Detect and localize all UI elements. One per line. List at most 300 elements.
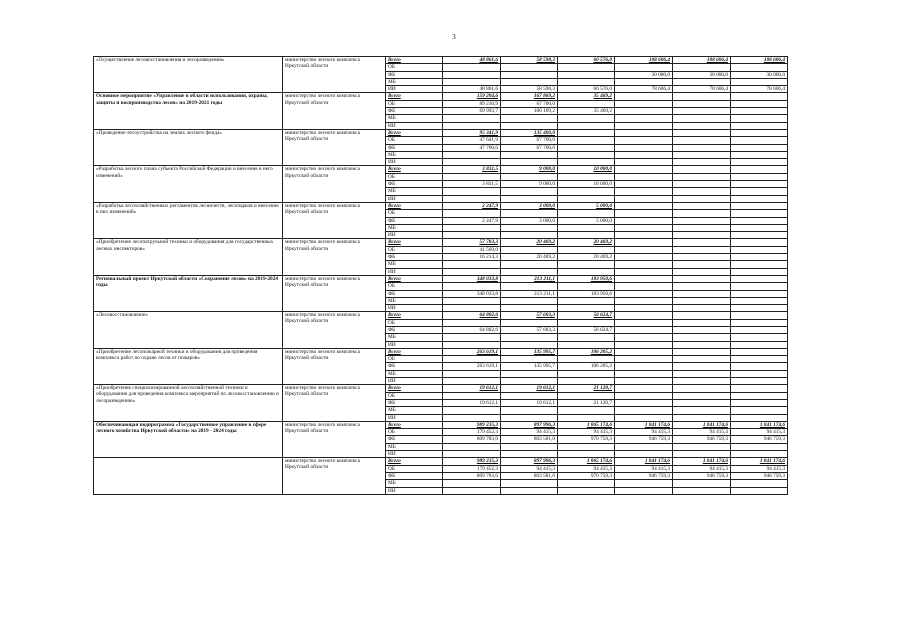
amount-cell: 106 205,2 [558,348,615,355]
amount-cell: 94 415,3 [731,429,788,436]
amount-cell: 989 235,3 [443,421,501,428]
amount-cell [443,210,501,217]
responsible-executor: министерство лесного комплекса Иркутской области [283,275,386,311]
amount-cell [558,115,615,122]
amount-cell [731,64,788,71]
amount-cell [731,297,788,304]
amount-cell [615,356,673,363]
funding-source: ОБ [386,465,443,472]
amount-cell [558,188,615,195]
amount-cell: 56 624,7 [558,312,615,319]
amount-cell [501,319,558,326]
amount-cell [558,129,615,136]
amount-cell [673,480,731,487]
funding-source: Всего [386,312,443,319]
amount-cell [731,129,788,136]
table-row [94,129,788,136]
amount-cell: 5 000,0 [558,217,615,224]
amount-cell: 64 802,6 [443,326,501,333]
amount-cell: 1 041 174,6 [615,458,673,465]
amount-cell: 94 415,3 [731,465,788,472]
measure-name: «Разработка лесохозяйственных регламентов лесничеств, лесопарков и внесение в них изменений» [94,202,283,238]
funding-source: Всего [386,202,443,209]
amount-cell: 30 000,0 [673,71,731,78]
amount-cell: 970 759,3 [558,436,615,443]
amount-cell: 970 759,3 [558,472,615,479]
amount-cell: 19 612,1 [501,399,558,406]
amount-cell [501,334,558,341]
responsible-executor: министерство лесного комплекса Иркутской области [283,239,386,275]
amount-cell: 946 759,3 [731,472,788,479]
amount-cell [673,297,731,304]
funding-source: ОБ [386,319,443,326]
amount-cell: 94 415,3 [558,465,615,472]
amount-cell [501,392,558,399]
amount-cell: 2 247,9 [443,217,501,224]
amount-cell [731,122,788,129]
table-row [94,275,788,282]
table-row [94,385,788,392]
amount-cell [615,312,673,319]
amount-cell [673,93,731,100]
amount-cell [615,129,673,136]
amount-cell [673,122,731,129]
amount-cell [673,268,731,275]
amount-cell [615,363,673,370]
amount-cell [673,173,731,180]
funding-source: ИИ [386,378,443,385]
amount-cell [443,414,501,421]
amount-cell [731,217,788,224]
amount-cell [673,115,731,122]
amount-cell [558,443,615,450]
amount-cell [615,319,673,326]
amount-cell [615,239,673,246]
amount-cell [615,224,673,231]
amount-cell [501,224,558,231]
amount-cell: 47 641,9 [443,137,501,144]
funding-source: ИИ [386,487,443,494]
amount-cell [501,115,558,122]
amount-cell: 179 452,3 [443,429,501,436]
amount-cell [443,341,501,348]
amount-cell: 20 469,2 [501,254,558,261]
amount-cell [443,370,501,377]
measure-name: Обеспечивающая подпрограмма «Государственное управление в сфере лесного хозяйства Иркутской области» на 2019 - 2024 годы [94,421,283,457]
amount-cell: 167 869,2 [501,93,558,100]
funding-source: ИИ [386,86,443,93]
amount-cell [443,392,501,399]
amount-cell: 108 606,4 [673,57,731,64]
amount-cell [731,151,788,158]
amount-cell: 57 603,3 [501,326,558,333]
amount-cell [673,407,731,414]
amount-cell [501,407,558,414]
amount-cell [443,305,501,312]
amount-cell: 213 211,1 [501,275,558,282]
amount-cell [501,268,558,275]
amount-cell [558,341,615,348]
amount-cell [731,312,788,319]
amount-cell: 3 000,0 [501,202,558,209]
amount-cell: 9 000,0 [501,181,558,188]
amount-cell [501,480,558,487]
funding-source: ОБ [386,210,443,217]
amount-cell [558,407,615,414]
amount-cell [615,348,673,355]
amount-cell [558,64,615,71]
amount-cell: 1 065 174,6 [558,458,615,465]
amount-cell [558,480,615,487]
amount-cell [558,487,615,494]
amount-cell [615,275,673,282]
amount-cell: 1 041 174,6 [673,458,731,465]
amount-cell [673,137,731,144]
amount-cell [501,261,558,268]
amount-cell [615,151,673,158]
amount-cell: 809 783,0 [443,472,501,479]
amount-cell [673,239,731,246]
amount-cell [673,246,731,253]
amount-cell [558,392,615,399]
amount-cell [673,275,731,282]
amount-cell [731,334,788,341]
amount-cell: 263 619,1 [443,363,501,370]
amount-cell [731,275,788,282]
amount-cell: 263 619,1 [443,348,501,355]
amount-cell [443,188,501,195]
funding-source: ФБ [386,363,443,370]
amount-cell [615,78,673,85]
funding-source: МБ [386,261,443,268]
amount-cell: 100 169,2 [501,108,558,115]
amount-cell: 94 415,3 [615,429,673,436]
amount-cell: 897 996,3 [501,421,558,428]
amount-cell [615,414,673,421]
amount-cell: 78 606,4 [673,86,731,93]
amount-cell: 3 831,5 [443,181,501,188]
amount-cell [558,319,615,326]
amount-cell: 135 400,0 [501,129,558,136]
amount-cell [673,319,731,326]
amount-cell: 19 612,1 [501,385,558,392]
amount-cell [615,93,673,100]
amount-cell: 3 000,0 [501,217,558,224]
amount-cell [501,487,558,494]
amount-cell [731,290,788,297]
amount-cell: 94 415,3 [673,465,731,472]
funding-source: МБ [386,78,443,85]
amount-cell [615,341,673,348]
table-row [94,166,788,173]
amount-cell [615,385,673,392]
amount-cell [615,173,673,180]
amount-cell [558,261,615,268]
table-row [94,202,788,209]
funding-source: ОБ [386,283,443,290]
amount-cell [558,210,615,217]
amount-cell: 94 415,3 [615,465,673,472]
amount-cell [731,487,788,494]
amount-cell: 1 041 174,6 [615,421,673,428]
amount-cell [673,188,731,195]
amount-cell: 64 802,6 [443,312,501,319]
responsible-executor: министерство лесного комплекса Иркутской области [283,57,386,93]
amount-cell [673,181,731,188]
amount-cell: 67 700,0 [501,137,558,144]
amount-cell [673,283,731,290]
funding-source: ИИ [386,268,443,275]
amount-cell: 135 995,7 [501,348,558,355]
amount-cell [615,297,673,304]
amount-cell [558,137,615,144]
amount-cell: 94 415,3 [558,429,615,436]
table-row [94,312,788,319]
amount-cell [501,159,558,166]
amount-cell [558,356,615,363]
amount-cell: 57 783,3 [443,239,501,246]
amount-cell [731,268,788,275]
amount-cell: 2 247,9 [443,202,501,209]
amount-cell [558,173,615,180]
amount-cell: 69 993,7 [443,108,501,115]
amount-cell [501,305,558,312]
amount-cell [731,115,788,122]
responsible-executor: министерство лесного комплекса Иркутской области [283,312,386,348]
amount-cell [443,378,501,385]
amount-cell [673,261,731,268]
amount-cell: 21 120,7 [558,385,615,392]
funding-source: ФБ [386,71,443,78]
amount-cell [673,159,731,166]
funding-source: ФБ [386,290,443,297]
amount-cell: 1 041 174,6 [673,421,731,428]
funding-source: МБ [386,370,443,377]
table-row [94,93,788,100]
amount-cell [501,451,558,458]
amount-cell: 48 861,6 [443,86,501,93]
amount-cell [443,261,501,268]
amount-cell [615,407,673,414]
amount-cell [731,414,788,421]
amount-cell: 56 624,7 [558,326,615,333]
amount-cell [558,195,615,202]
amount-cell [731,283,788,290]
amount-cell [558,268,615,275]
amount-cell [673,451,731,458]
funding-source: МБ [386,224,443,231]
amount-cell [443,232,501,239]
funding-source: ИИ [386,451,443,458]
amount-cell [673,348,731,355]
amount-cell: 803 581,0 [501,436,558,443]
amount-cell: 1 065 174,6 [558,421,615,428]
amount-cell: 106 205,2 [558,363,615,370]
amount-cell [731,173,788,180]
funding-source: Всего [386,275,443,282]
amount-cell: 60 576,0 [558,86,615,93]
amount-cell: 3 831,5 [443,166,501,173]
amount-cell [731,224,788,231]
amount-cell [615,399,673,406]
amount-cell: 1 041 174,6 [731,421,788,428]
funding-source: ИИ [386,195,443,202]
amount-cell [558,100,615,107]
amount-cell: 20 469,2 [558,239,615,246]
amount-cell: 183 950,6 [558,290,615,297]
amount-cell [558,305,615,312]
funding-source: МБ [386,297,443,304]
funding-source: Всего [386,458,443,465]
amount-cell [731,100,788,107]
amount-cell [673,487,731,494]
amount-cell [673,129,731,136]
amount-cell: 946 759,3 [673,436,731,443]
responsible-executor: министерство лесного комплекса Иркутской области [283,385,386,421]
amount-cell [558,151,615,158]
amount-cell: 1 041 174,6 [731,458,788,465]
amount-cell [673,378,731,385]
amount-cell [615,115,673,122]
amount-cell [615,254,673,261]
amount-cell [673,385,731,392]
amount-cell: 10 000,0 [558,166,615,173]
budget-table [93,56,788,495]
amount-cell: 946 759,3 [615,472,673,479]
funding-source: ИИ [386,414,443,421]
responsible-executor: министерство лесного комплекса Иркутской области [283,129,386,165]
measure-name [94,458,283,494]
amount-cell [615,144,673,151]
amount-cell [731,378,788,385]
amount-cell [615,64,673,71]
funding-source: ОБ [386,100,443,107]
amount-cell [443,159,501,166]
amount-cell [731,341,788,348]
amount-cell: 94 415,3 [501,429,558,436]
amount-cell: 30 000,0 [615,71,673,78]
amount-cell: 135 995,7 [501,363,558,370]
amount-cell [501,297,558,304]
amount-cell: 946 759,3 [731,436,788,443]
responsible-executor: министерство лесного комплекса Иркутской области [283,421,386,457]
amount-cell [443,71,501,78]
amount-cell: 20 469,2 [501,239,558,246]
amount-cell [673,312,731,319]
amount-cell [615,137,673,144]
amount-cell [673,195,731,202]
funding-source: Всего [386,421,443,428]
measure-name: Основное мероприятие «Управление в области использования, охраны, защиты и воспроизводства лесов» на 2019-2021 годы [94,93,283,129]
amount-cell [501,246,558,253]
amount-cell [501,341,558,348]
amount-cell [615,268,673,275]
amount-cell: 41 569,0 [443,246,501,253]
amount-cell [731,239,788,246]
amount-cell [501,232,558,239]
amount-cell [558,334,615,341]
table-row [94,348,788,355]
funding-source: ФБ [386,144,443,151]
amount-cell: 35 469,2 [558,108,615,115]
amount-cell [615,326,673,333]
funding-source: ИИ [386,341,443,348]
amount-cell [501,173,558,180]
amount-cell [731,319,788,326]
amount-cell: 78 606,4 [615,86,673,93]
amount-cell: 108 606,4 [615,57,673,64]
amount-cell [558,370,615,377]
amount-cell: 21 120,7 [558,399,615,406]
measure-name: «Осуществление лесовосстановления и лесоразведения» [94,57,283,93]
amount-cell [443,480,501,487]
amount-cell [673,78,731,85]
amount-cell [615,451,673,458]
amount-cell [558,451,615,458]
amount-cell [731,392,788,399]
funding-source: ФБ [386,217,443,224]
funding-source: ИИ [386,122,443,129]
amount-cell [731,254,788,261]
amount-cell: 16 214,3 [443,254,501,261]
measure-name: «Приобретение специализированной лесохозяйственной техники и оборудования для проведения комплекса мероприятий по лесовосстановлению и лесоразведению» [94,385,283,421]
funding-source: ФБ [386,181,443,188]
funding-source: ФБ [386,436,443,443]
amount-cell: 20 469,2 [558,254,615,261]
funding-source: ФБ [386,108,443,115]
amount-cell [615,100,673,107]
funding-source: Всего [386,385,443,392]
funding-source: МБ [386,407,443,414]
amount-cell: 47 700,0 [443,144,501,151]
amount-cell [731,159,788,166]
amount-cell [731,181,788,188]
amount-cell [558,78,615,85]
amount-cell: 946 759,3 [615,436,673,443]
amount-cell [501,443,558,450]
amount-cell: 89 210,9 [443,100,501,107]
amount-cell [731,137,788,144]
amount-cell [673,326,731,333]
amount-cell [501,283,558,290]
funding-source: ИИ [386,159,443,166]
amount-cell [443,356,501,363]
amount-cell [731,356,788,363]
amount-cell: 213 211,1 [501,290,558,297]
amount-cell [615,246,673,253]
amount-cell [731,451,788,458]
funding-source: МБ [386,334,443,341]
amount-cell [673,254,731,261]
amount-cell: 159 204,6 [443,93,501,100]
amount-cell [615,217,673,224]
amount-cell [731,108,788,115]
amount-cell: 108 606,4 [731,57,788,64]
funding-source: МБ [386,188,443,195]
amount-cell [673,108,731,115]
amount-cell [615,232,673,239]
amount-cell [673,305,731,312]
amount-cell [501,378,558,385]
amount-cell [443,407,501,414]
amount-cell [731,480,788,487]
amount-cell [558,283,615,290]
amount-cell [615,283,673,290]
amount-cell [615,378,673,385]
amount-cell [615,334,673,341]
amount-cell [443,451,501,458]
amount-cell [501,414,558,421]
